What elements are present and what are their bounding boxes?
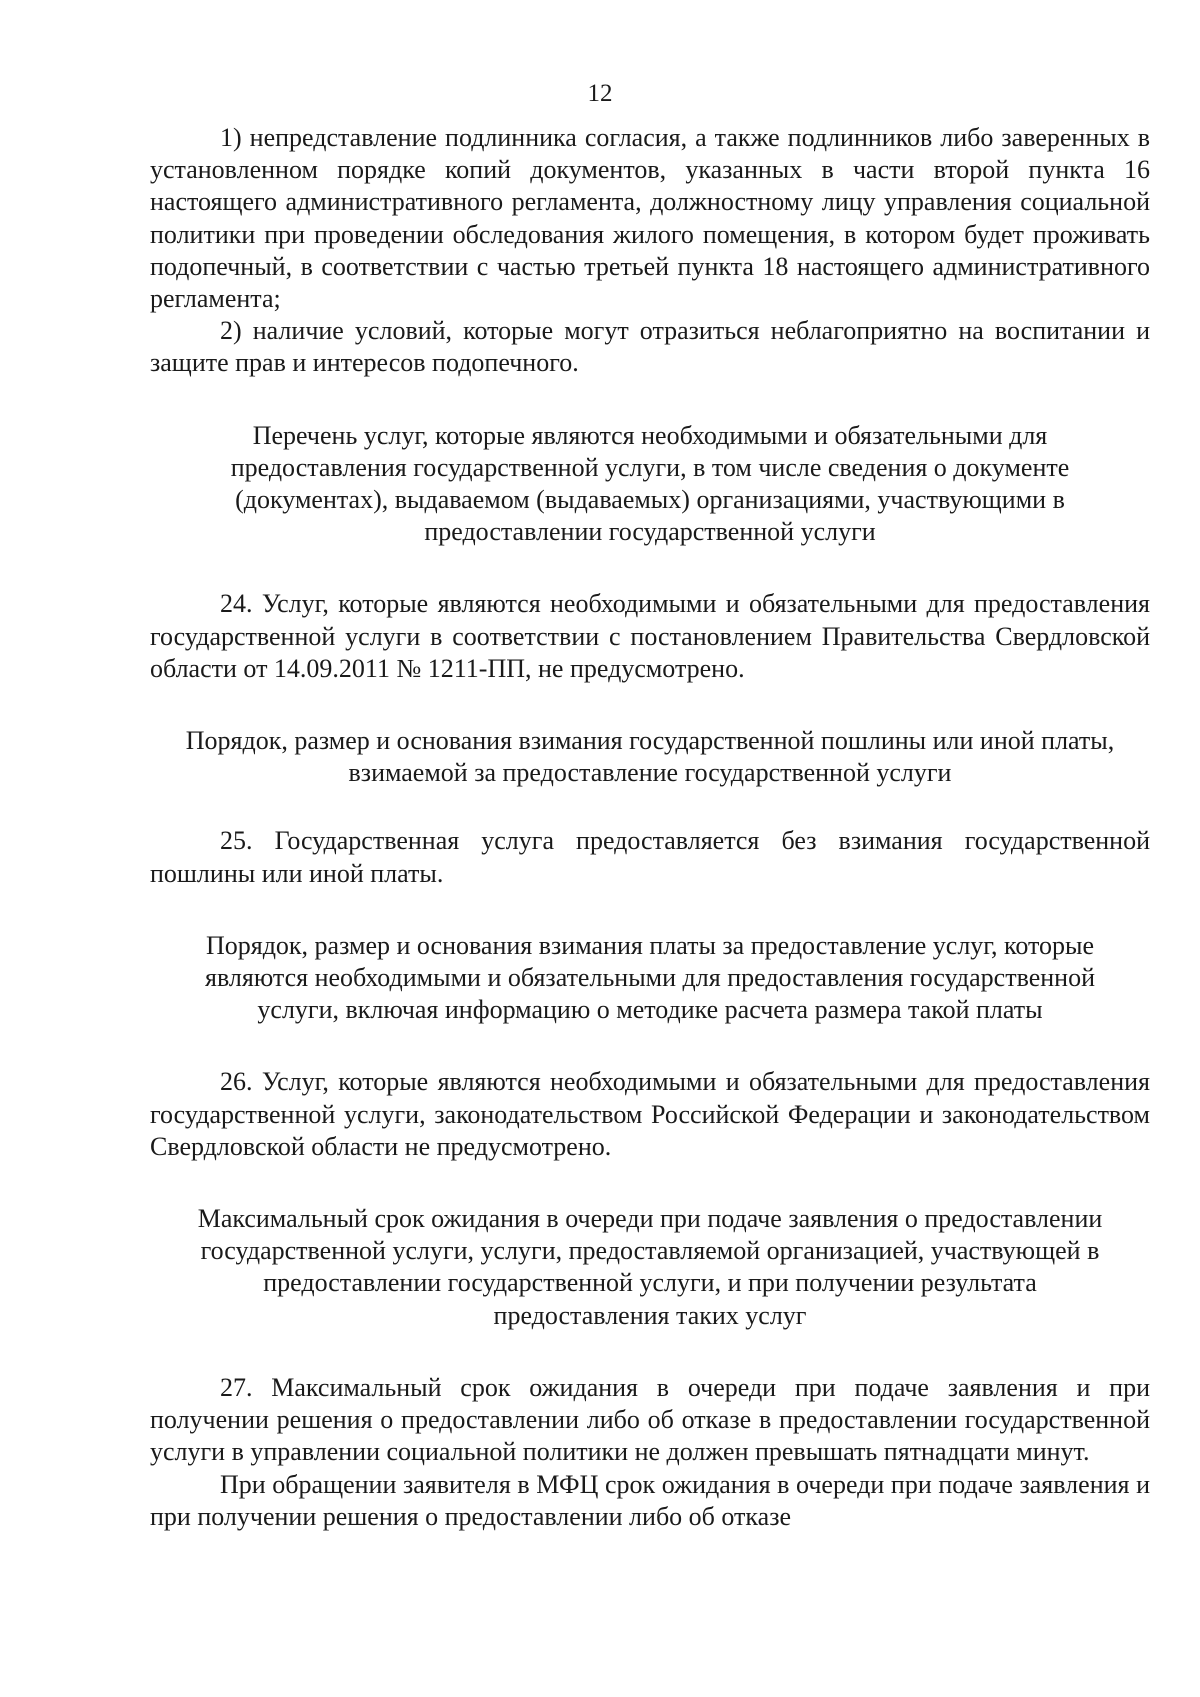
paragraph-25: 25. Государственная услуга предоставляется без взимания государственной пошлины или иной платы. — [150, 826, 1150, 888]
spacer — [150, 380, 1150, 420]
paragraph-27: 27. Максимальный срок ожидания в очереди при подаче заявления и при получении решения о предоставлении либо об отказе в предоставлении государственной услуги в управлении социальной политики не должен превышать пятнадцати минут. — [150, 1372, 1150, 1467]
spacer — [150, 685, 1150, 725]
section-heading-queue-time: Максимальный срок ожидания в очереди при подаче заявления о предоставлении государственной услуги, услуги, предоставляемой организацией, участвующей в предоставлении государственной услуги, и при получении результата предоставления таких услуг — [197, 1204, 1103, 1330]
paragraph-24: 24. Услуг, которые являются необходимыми и обязательными для предоставления государственной услуги в соответствии с постановлением Правительства Свердловской области от 14.09.2011 № 1211-ПП, не предусмотрено. — [150, 589, 1150, 683]
paragraph-item-2: 2) наличие условий, которые могут отразиться неблагоприятно на воспитании и защите прав и интересов подопечного. — [150, 316, 1150, 378]
paragraph-27-mfc: При обращении заявителя в МФЦ срок ожидания в очереди при подаче заявления и при получении решения о предоставлении либо об отказе — [150, 1469, 1150, 1531]
section-heading-state-fee: Порядок, размер и основания взимания государственной пошлины или иной платы, взимаемой за предоставление государственной услуги — [185, 726, 1115, 788]
page-number: 12 — [587, 80, 613, 107]
spacer — [150, 1163, 1150, 1203]
spacer — [150, 789, 1150, 825]
section-heading-fee-calculation: Порядок, размер и основания взимания платы за предоставление услуг, которые являются необходимыми и обязательными для предоставления государственной услуги, включая информацию о методике расчета размера такой платы — [205, 930, 1095, 1025]
spacer — [150, 890, 1150, 930]
paragraph-26: 26. Услуг, которые являются необходимыми и обязательными для предоставления государственной услуги, законодательством Российской Федерации и законодательством Свердловской области не предусмотрено. — [150, 1067, 1150, 1161]
spacer — [150, 1026, 1150, 1066]
spacer — [150, 548, 1150, 588]
spacer — [150, 1332, 1150, 1372]
paragraph-item-1: 1) непредставление подлинника согласия, а также подлинников либо заверенных в установленном порядке копий документов, указанных в части второй пункта 16 настоящего административного регламента, должностному лицу управления социальной политики при проведении обследования жилого помещения, в котором будет проживать подопечный, в соответствии с частью третьей пункта 18 настоящего административного регламента; — [150, 123, 1150, 314]
document-body — [150, 122, 1150, 1533]
section-heading-services-list: Перечень услуг, которые являются необходимыми и обязательными для предоставления государственной услуги, в том числе сведения о документе (документах), выдаваемом (выдаваемых) организациями, участвующими в предоставлении государственной услуги — [230, 420, 1070, 547]
